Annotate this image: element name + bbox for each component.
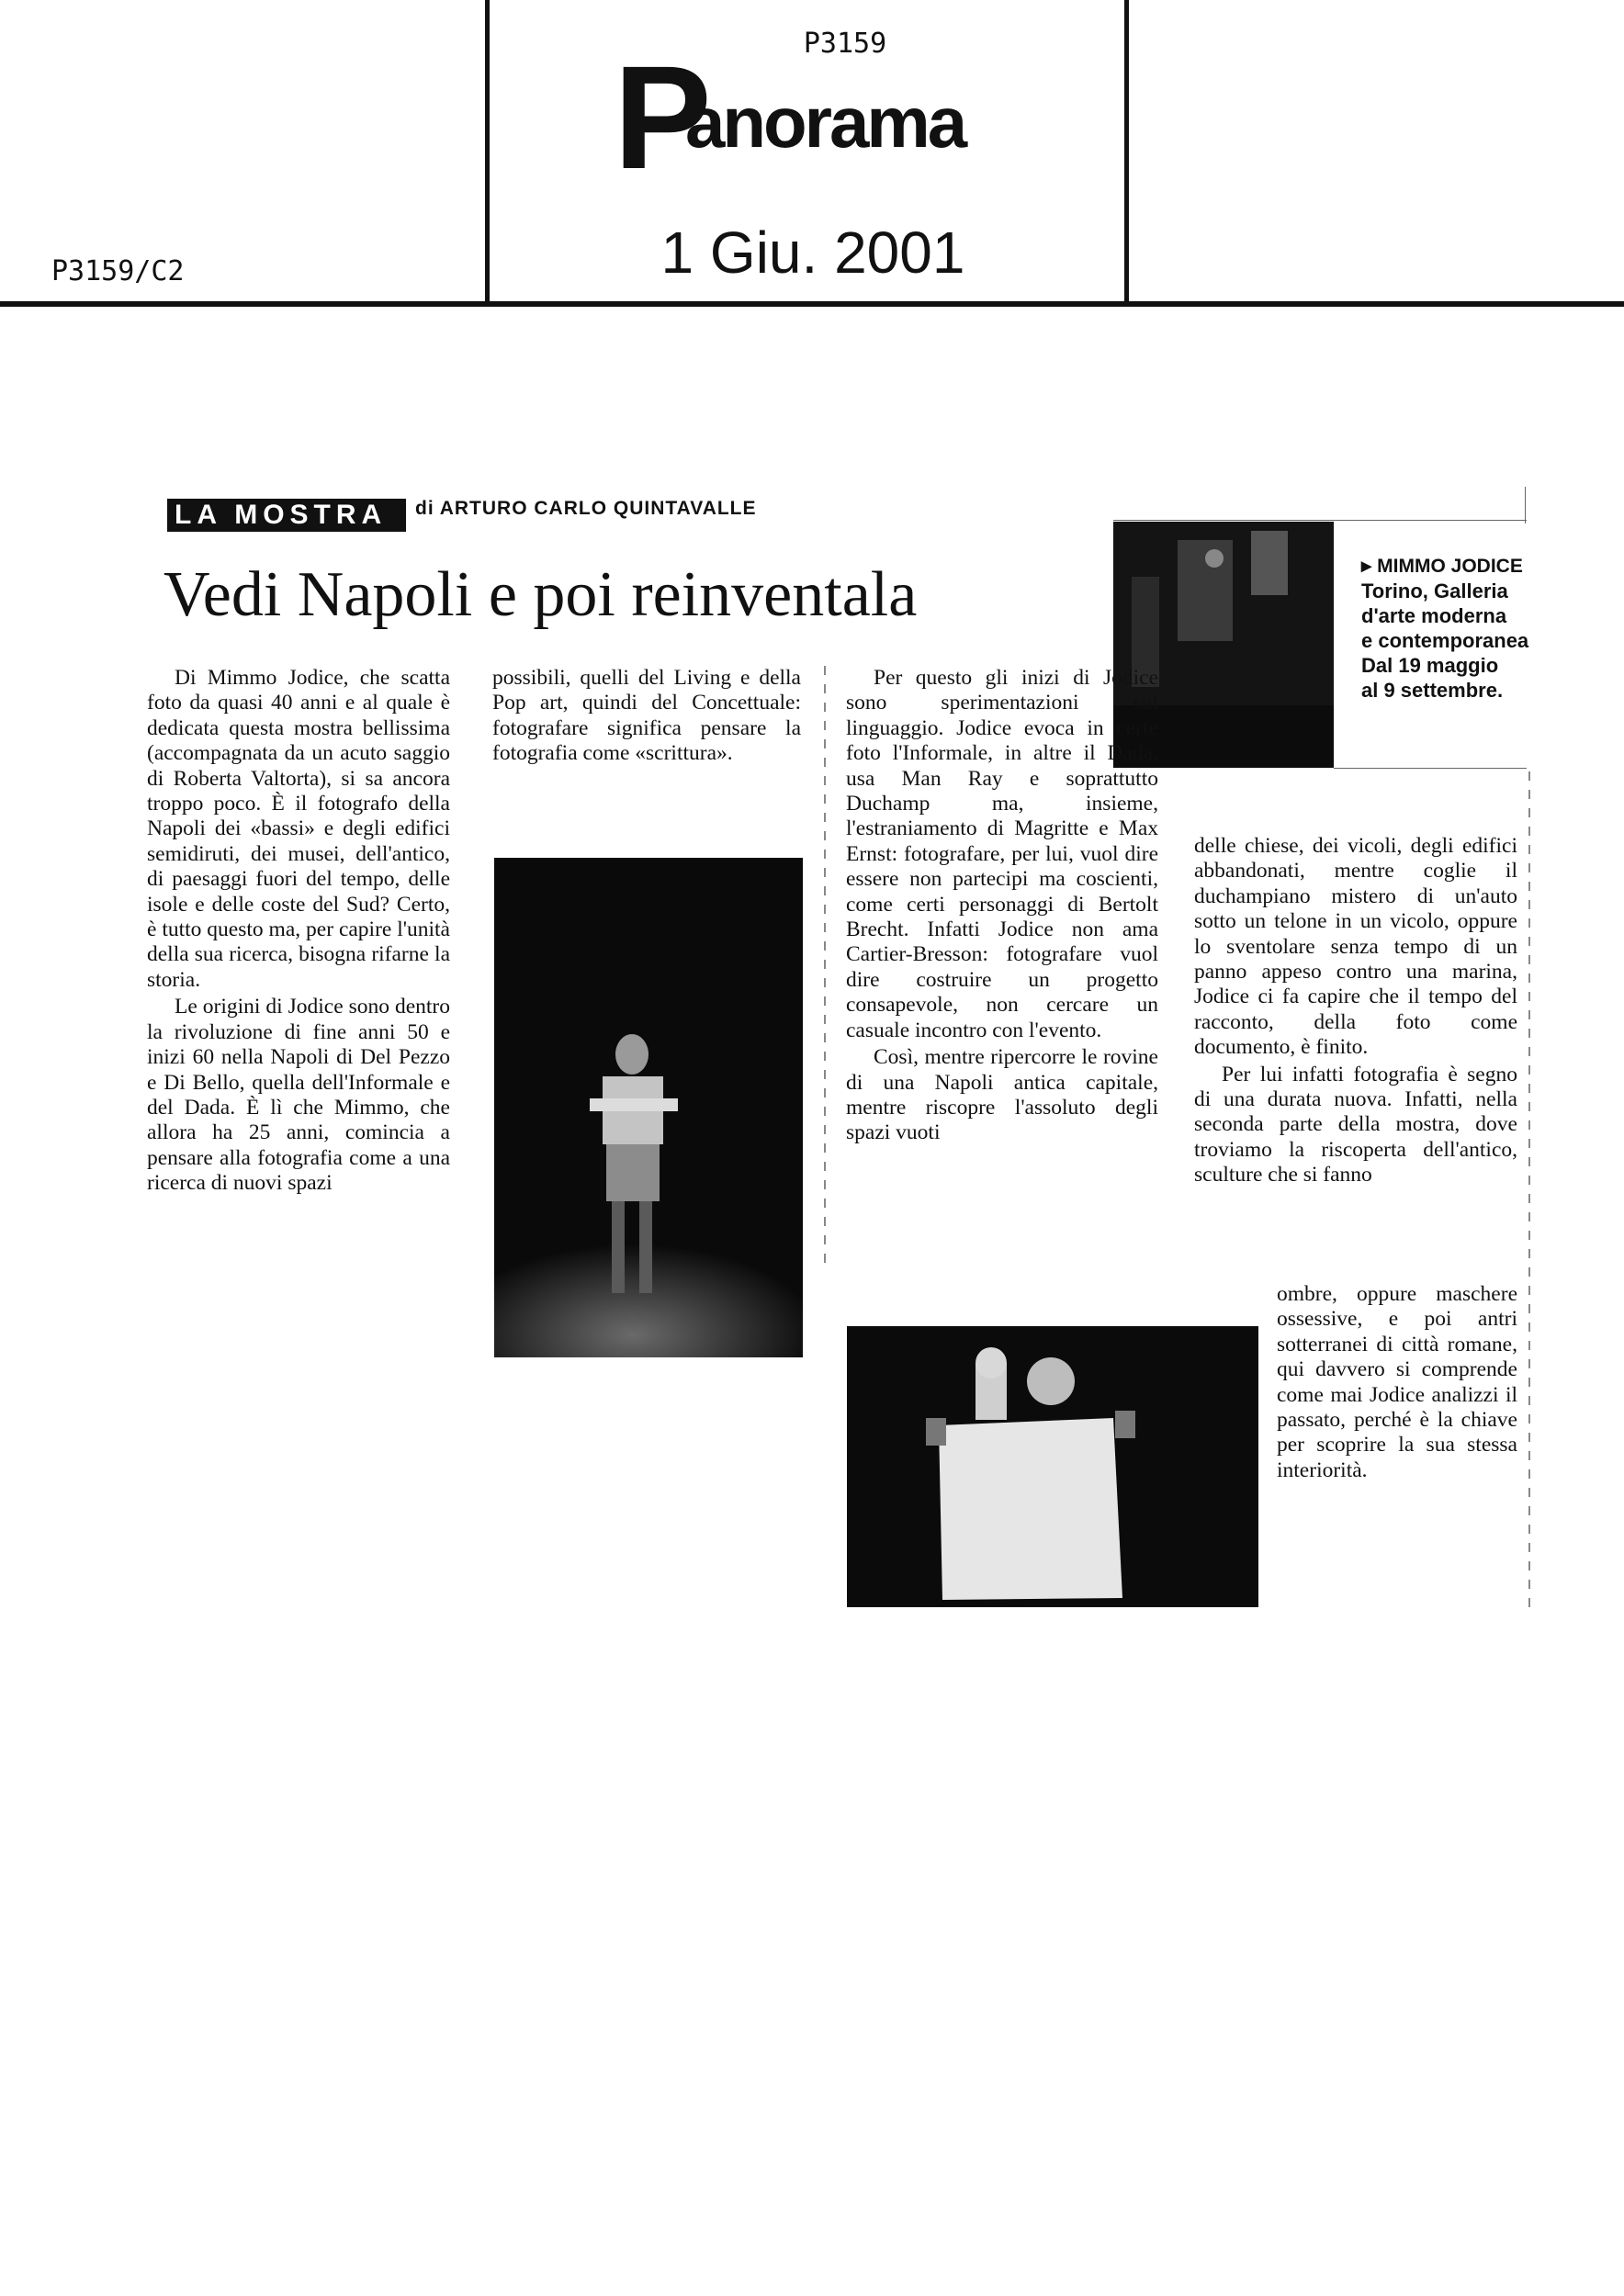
header-rule — [0, 301, 1624, 307]
paragraph: delle chiese, dei vicoli, degli edifici abbandonati, mentre coglie il duchampiano mistero di un'auto sotto un telone in un vicolo, oppure lo sventolare senza tempo di un panno appeso contro una marina, Jodice ci fa capire che il tempo del racconto, della foto come documento, è finito. — [1194, 834, 1517, 1060]
column-rule — [824, 666, 826, 1272]
publication-date: 1 Giu. 2001 — [660, 219, 965, 286]
exhibition-photo-figure — [494, 858, 803, 1357]
exhibition-photo-cloth — [847, 1326, 1258, 1607]
paragraph: Le origini di Jodice sono dentro la rivoluzione di fine anni 50 e inizi 60 nella Napoli di Del Pezzo e Di Bello, quella dell'Informale e del Dada. È lì che Mimmo, che allora ha 25 anni, comincia a pensare alla fotografia come a una ricerca di nuovi spazi — [147, 995, 450, 1196]
paragraph: Così, mentre ripercorre le rovine di una Napoli antica capitale, mentre riscopre l'assoluto degli spazi vuoti — [846, 1045, 1158, 1145]
section-label — [167, 499, 406, 532]
triangle-bullet-icon: ▸ — [1361, 554, 1378, 577]
info-venue-line-2: d'arte moderna — [1361, 604, 1507, 627]
info-venue-line-3: e contemporanea — [1361, 629, 1529, 652]
clipping-code-top: P3159 — [803, 28, 887, 60]
article-column-1 — [147, 666, 450, 1197]
section-label-text: LA MOSTRA — [175, 500, 388, 530]
info-venue-line-1: Torino, Galleria — [1361, 580, 1508, 602]
paragraph: Per lui infatti fotografia è segno di una durata nuova. Infatti, nella seconda parte della mostra, dove troviamo la riscoperta dell'antico, sculture che si fanno — [1194, 1062, 1517, 1187]
exhibition-info-box — [1361, 553, 1573, 703]
header-divider-left — [485, 0, 490, 303]
paragraph: ombre, oppure maschere ossessive, e poi antri sotterranei di città romane, qui davvero si comprende come mai Jodice analizzi il passato, perché è la chiave per scoprire la sua stessa interiorità. — [1277, 1282, 1517, 1482]
article-column-3 — [846, 666, 1158, 1146]
paragraph: Per questo gli inizi di Jodice sono sperimentazioni sul linguaggio. Jodice evoca in certe foto l'Informale, in altre il Dada, usa Man Ray e soprattutto Duchamp ma, insieme, l'estraniamento di Magritte e Max Ernst: fotografare, per lui, vuol dire essere non partecipi ma coscienti, come certi personaggi di Bertolt Brecht. Infatti Jodice non ama Cartier-Bresson: fotografare vuol dire costruire un progetto consapevole, non cercare un casuale incontro con l'evento. — [846, 666, 1158, 1042]
header-divider-right — [1124, 0, 1129, 303]
logo-wordmark: anorama — [685, 82, 965, 163]
article-column-2 — [492, 666, 801, 767]
byline: di ARTURO CARLO QUINTAVALLE — [415, 498, 757, 519]
photo-frame-line — [1525, 487, 1526, 523]
info-box-rule — [1334, 768, 1527, 769]
column-rule — [1528, 771, 1530, 1616]
article-column-4 — [1194, 834, 1517, 1188]
paragraph: possibili, quelli del Living e della Pop art, quindi del Concettuale: fotografare significa pensare la fotografia come «scrittura». — [492, 666, 801, 766]
info-dates-line-1: Dal 19 maggio — [1361, 654, 1499, 677]
info-dates-line-2: al 9 settembre. — [1361, 679, 1504, 702]
clipping-code-left: P3159/C2 — [51, 255, 185, 287]
info-artist — [1361, 553, 1573, 579]
photo-frame-line — [1113, 520, 1527, 521]
info-artist-name: MIMMO JODICE — [1377, 556, 1523, 577]
headline: Vedi Napoli e poi reinventala — [164, 559, 918, 630]
paragraph: Di Mimmo Jodice, che scatta foto da quasi 40 anni e al quale è dedicata questa mostra bellissima (accompagnata da un acuto saggio di Roberta Valtorta), si sa ancora troppo poco. È il fotografo della Napoli dei «bassi» e degli edifici semidiruti, dei musei, dell'antico, di paesaggi fuori del tempo, delle isole e delle coste del Sud? Certo, è tutto questo ma, per capire l'unità della sua ricerca, bisogna rifarne la storia. — [147, 666, 450, 992]
logo-initial: P — [614, 35, 706, 199]
article-column-4-continued — [1277, 1282, 1517, 1483]
